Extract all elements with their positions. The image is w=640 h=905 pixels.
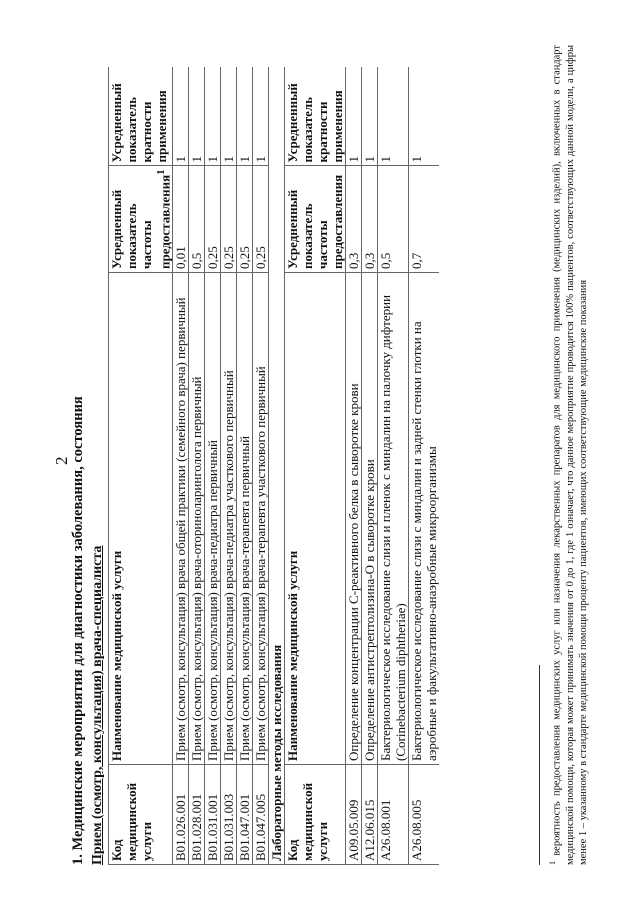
cell-name: Прием (осмотр, консультация) врача-терапевта первичный: [237, 273, 253, 765]
header-multiplicity: Усредненный показатель кратности применения: [109, 67, 173, 166]
table-row: [409, 67, 440, 864]
header-code: Код медицинской услуги: [285, 765, 346, 865]
cell-frequency: 0,25: [237, 166, 253, 273]
cell-code: B01.031.003: [221, 765, 237, 865]
cell-frequency: 0,25: [221, 166, 237, 273]
table-header-row: [285, 67, 346, 864]
table-row: [362, 67, 378, 864]
footnote-text: вероятность предоставления медицинских услуг или назначения лекарственных препаратов для медицинского применения (медицинских изделий), включенных в стандарт медицинской помощи, которая может принимать значения от 0 до 1, где 1 означает, что данное мероприятие проводится 100% пациентов, соответствующих данной модели, а цифры менее 1 – указанному в стандарте медицинской помощи проценту пациентов, имеющих соответствующие медицинские показания: [551, 44, 589, 865]
header-name: Наименование медицинской услуги: [285, 273, 346, 765]
cell-frequency: 0,3: [362, 166, 378, 273]
header-code: Код медицинской услуги: [109, 765, 173, 865]
subsection-title-lab-methods: Лабораторные методы исследования: [269, 67, 285, 864]
cell-multiplicity: 1: [221, 67, 237, 166]
cell-code: B01.047.005: [253, 765, 269, 865]
table-row: [205, 67, 221, 864]
subsection-title-consultations: Прием (осмотр, консультация) врача-специалиста: [90, 545, 105, 865]
cell-multiplicity: 1: [409, 67, 440, 166]
cell-name: Бактериологическое исследование слизи и пленок с миндалин на палочку дифтерии (Corinebacterium diphtheriae): [378, 273, 409, 765]
cell-frequency: 0,5: [378, 166, 409, 273]
table-row: [378, 67, 409, 864]
cell-code: A26.08.001: [378, 765, 409, 865]
cell-code: A09.05.009: [346, 765, 362, 865]
cell-frequency: 0,25: [205, 166, 221, 273]
cell-code: B01.031.001: [205, 765, 221, 865]
footnote-ref: 1: [155, 169, 167, 175]
cell-multiplicity: 1: [253, 67, 269, 166]
cell-code: A12.06.015: [362, 765, 378, 865]
header-multiplicity: Усредненный показатель кратности применения: [285, 67, 346, 166]
cell-frequency: 0,01: [173, 166, 189, 273]
cell-multiplicity: 1: [237, 67, 253, 166]
table-row: [253, 67, 269, 864]
cell-name: Определение антистрептолизина-О в сыворотке крови: [362, 273, 378, 765]
table-header-row: [109, 67, 173, 864]
section-title: 1. Медицинские мероприятия для диагностики заболевания, состояния: [70, 396, 86, 865]
cell-code: B01.047.001: [237, 765, 253, 865]
cell-name: Бактериологическое исследование слизи с миндалин и задней стенки глотки на аэробные и факультативно-анаэробные микроорганизмы: [409, 273, 440, 765]
cell-name: Прием (осмотр, консультация) врача общей практики (семейного врача) первичный: [173, 273, 189, 765]
table-row: [346, 67, 362, 864]
consultations-table: [108, 67, 439, 865]
footnote-marker: 1: [548, 861, 557, 865]
cell-code: B01.028.001: [189, 765, 205, 865]
cell-name: Прием (осмотр, консультация) врача-педиатра участкового первичный: [221, 273, 237, 765]
cell-multiplicity: 1: [189, 67, 205, 166]
cell-name: Определение концентрации С-реактивного белка в сыворотке крови: [346, 273, 362, 765]
table-row: [173, 67, 189, 864]
cell-multiplicity: 1: [205, 67, 221, 166]
cell-code: A26.08.005: [409, 765, 440, 865]
cell-multiplicity: 1: [173, 67, 189, 166]
cell-multiplicity: 1: [378, 67, 409, 166]
cell-frequency: 0,5: [189, 166, 205, 273]
header-name: Наименование медицинской услуги: [109, 273, 173, 765]
header-frequency: Усредненный показатель частоты предоставления: [285, 166, 346, 273]
footnote: [546, 45, 590, 865]
cell-name: Прием (осмотр, консультация) врача-оториноларинголога первичный: [189, 273, 205, 765]
table-row: [221, 67, 237, 864]
page-number: 2: [52, 456, 71, 465]
footnote-separator: [539, 665, 540, 865]
table-row: [237, 67, 253, 864]
cell-frequency: 0,25: [253, 166, 269, 273]
lab-methods-heading-row: [269, 67, 285, 864]
header-frequency-text: Усредненный показатель частоты предоставления: [109, 174, 173, 269]
cell-multiplicity: 1: [362, 67, 378, 166]
cell-multiplicity: 1: [346, 67, 362, 166]
cell-frequency: 0,3: [346, 166, 362, 273]
header-frequency: [109, 166, 173, 273]
cell-frequency: 0,7: [409, 166, 440, 273]
cell-name: Прием (осмотр, консультация) врача-терапевта участкового первичный: [253, 273, 269, 765]
cell-code: B01.026.001: [173, 765, 189, 865]
cell-name: Прием (осмотр, консультация) врача-педиатра первичный: [205, 273, 221, 765]
table-row: [189, 67, 205, 864]
